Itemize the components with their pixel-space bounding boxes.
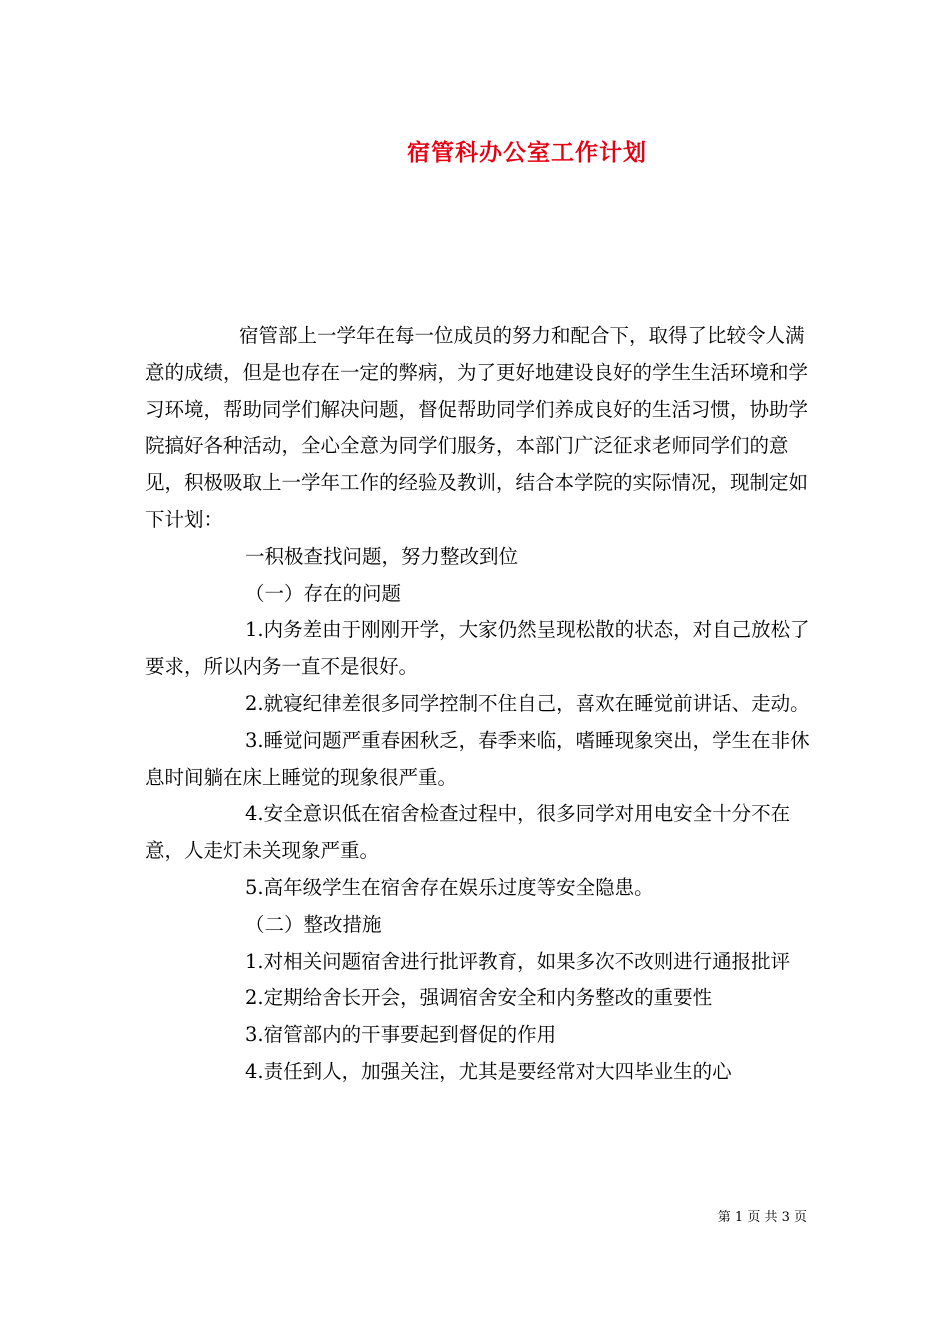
subsection-heading-measures: （二）整改措施 (245, 912, 382, 936)
measure-item: 4.责任到人，加强关注，尤其是要经常对大四毕业生的心 (245, 1059, 732, 1083)
measure-item: 3.宿管部内的干事要起到督促的作用 (245, 1023, 557, 1047)
section-heading: 一积极查找问题，努力整改到位 (245, 544, 519, 568)
measure-item: 2.定期给舍长开会，强调宿舍安全和内务整改的重要性 (245, 986, 713, 1010)
problem-item: 3.睡觉问题严重春困秋乏，春季来临，嗜睡现象突出，学生在非休息时间躺在床上睡觉的现象很严重。 (145, 728, 810, 789)
document-body (145, 318, 810, 1091)
page-number: 第 1 页 共 3 页 (717, 1210, 807, 1225)
page-title: 宿管科办公室工作计划 (407, 139, 647, 166)
problem-item: 5.高年级学生在宿舍存在娱乐过度等安全隐患。 (245, 875, 654, 899)
measure-item: 1.对相关问题宿舍进行批评教育，如果多次不改则进行通报批评 (245, 949, 791, 973)
intro-paragraph: 宿管部上一学年在每一位成员的努力和配合下，取得了比较令人满意的成绩，但是也存在一定的弊病，为了更好地建设良好的学生生活环境和学习环境，帮助同学们解决问题，督促帮助同学们养成良好的生活习惯，协助学院搞好各种活动，全心全意为同学们服务，本部门广泛征求老师同学们的意见，积极吸取上一学年工作的经验及教训，结合本学院的实际情况，现制定如下计划： (145, 324, 809, 531)
subsection-heading-problems: （一）存在的问题 (245, 581, 402, 605)
problem-item: 1.内务差由于刚刚开学，大家仍然呈现松散的状态，对自己放松了要求，所以内务一直不是很好。 (145, 618, 810, 679)
problem-item: 4.安全意识低在宿舍检查过程中，很多同学对用电安全十分不在意，人走灯未关现象严重。 (145, 802, 791, 863)
problem-item: 2.就寝纪律差很多同学控制不住自己，喜欢在睡觉前讲话、走动。 (245, 691, 810, 715)
